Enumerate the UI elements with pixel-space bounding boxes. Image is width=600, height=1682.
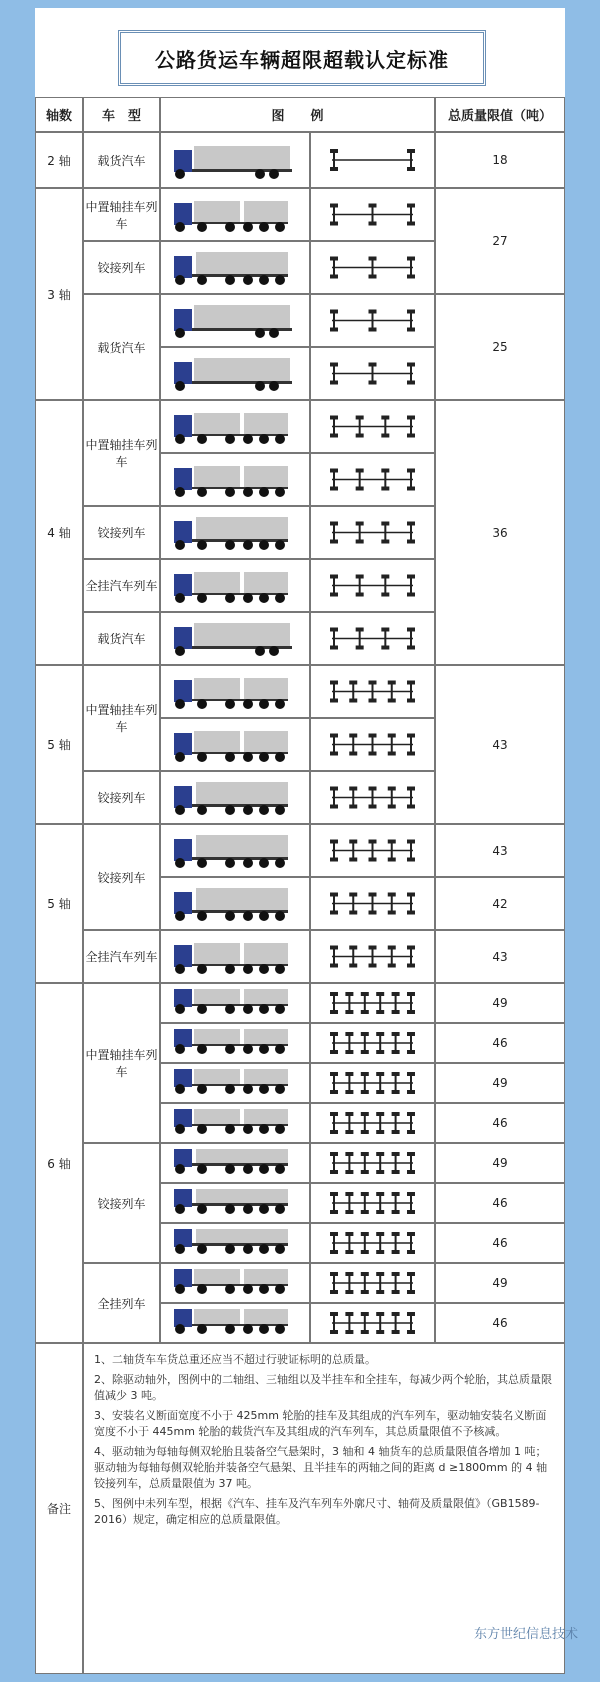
note-item: 2、除驱动轴外，图例中的二轴组、三轴组以及半挂车和全挂车，每减少两个轮胎，其总质量限值减少 3 吨。	[94, 1373, 552, 1402]
vehicle-type-cell: 铰接列车	[83, 771, 160, 824]
weight-limit-cell: 46	[435, 1223, 565, 1263]
weight-limit-cell: 43	[435, 930, 565, 983]
axle-diagram-icon	[316, 1187, 429, 1219]
weight-limit-cell: 42	[435, 877, 565, 930]
axle-diagram-icon	[316, 1227, 429, 1259]
axle-diagram-icon	[316, 404, 429, 449]
truck-illustration-icon	[168, 1069, 300, 1099]
vehicle-type-cell: 全挂汽车列车	[83, 559, 160, 612]
truck-illustration-icon	[168, 936, 300, 979]
weight-limit-cell: 46	[435, 1103, 565, 1143]
weight-limit-cell: 49	[435, 983, 565, 1023]
vehicle-type-cell: 全挂列车	[83, 1263, 160, 1343]
notes-label: 备注	[35, 1343, 83, 1674]
vehicle-type-cell: 载货汽车	[83, 612, 160, 665]
axle-diagram-icon	[316, 563, 429, 608]
truck-illustration-icon	[168, 1029, 300, 1059]
axle-diagram-icon	[316, 934, 429, 979]
axle-diagram-icon	[316, 1107, 429, 1139]
truck-illustration-icon	[168, 565, 300, 608]
truck-illustration-icon	[168, 1229, 300, 1259]
weight-limit-cell: 46	[435, 1183, 565, 1223]
truck-illustration-icon	[168, 406, 300, 449]
weight-limit-cell: 49	[435, 1263, 565, 1303]
truck-illustration-icon	[168, 618, 300, 661]
vehicle-type-cell: 载货汽车	[83, 294, 160, 400]
truck-illustration-icon	[168, 883, 300, 926]
truck-illustration-icon	[168, 724, 300, 767]
truck-illustration-icon	[168, 830, 300, 873]
vehicle-type-cell: 中置轴挂车列车	[83, 400, 160, 506]
axle-diagram-icon	[316, 510, 429, 555]
axle-diagram-icon	[316, 722, 429, 767]
axle-diagram-icon	[316, 828, 429, 873]
truck-illustration-icon	[168, 353, 300, 396]
axle-count-cell: 4 轴	[35, 400, 83, 665]
truck-illustration-icon	[168, 459, 300, 502]
vehicle-type-cell: 中置轴挂车列车	[83, 665, 160, 771]
axle-diagram-icon	[316, 775, 429, 820]
truck-illustration-icon	[168, 777, 300, 820]
axle-diagram-icon	[316, 192, 429, 237]
vehicle-type-cell: 铰接列车	[83, 241, 160, 294]
truck-illustration-icon	[168, 1109, 300, 1139]
axle-diagram-icon	[316, 1147, 429, 1179]
truck-illustration-icon	[168, 194, 300, 237]
truck-illustration-icon	[168, 1149, 300, 1179]
truck-illustration-icon	[168, 300, 300, 343]
vehicle-type-cell: 中置轴挂车列车	[83, 983, 160, 1143]
vehicle-type-cell: 全挂汽车列车	[83, 930, 160, 983]
axle-diagram-icon	[316, 616, 429, 661]
vehicle-type-cell: 铰接列车	[83, 824, 160, 930]
note-item: 4、驱动轴为每轴每侧双轮胎且装备空气悬架时，3 轴和 4 轴货车的总质量限值各增加 1 吨；驱动轴为每轴每侧双轮胎并装备空气悬架、且半挂车的两轴之间的距离 d ≥1800mm 的 4 轴铰接列车，总质量限值为 37 吨。	[94, 1445, 548, 1490]
axle-diagram-icon	[316, 1307, 429, 1339]
note-item: 1、二轴货车车货总重还应当不超过行驶证标明的总质量。	[94, 1353, 376, 1366]
truck-illustration-icon	[168, 138, 300, 184]
weight-limit-cell: 25	[435, 294, 565, 400]
truck-illustration-icon	[168, 989, 300, 1019]
axle-count-cell: 2 轴	[35, 132, 83, 188]
weight-limit-cell: 46	[435, 1303, 565, 1343]
axle-diagram-icon	[316, 245, 429, 290]
axle-count-cell: 3 轴	[35, 188, 83, 400]
truck-illustration-icon	[168, 1189, 300, 1219]
axle-count-cell: 6 轴	[35, 983, 83, 1343]
axle-diagram-icon	[316, 881, 429, 926]
note-item: 5、图例中未列车型，根据《汽车、挂车及汽车列车外廓尺寸、轴荷及质量限值》（GB1589-2016）规定，确定相应的总质量限值。	[94, 1497, 540, 1526]
header-limit: 总质量限值（吨）	[435, 97, 565, 132]
axle-count-cell: 5 轴	[35, 665, 83, 824]
truck-illustration-icon	[168, 512, 300, 555]
page-title: 公路货运车辆超限超载认定标准	[118, 30, 486, 86]
axle-diagram-icon	[316, 1067, 429, 1099]
axle-diagram-icon	[316, 351, 429, 396]
weight-limit-cell: 43	[435, 824, 565, 877]
weight-limit-cell: 18	[435, 132, 565, 188]
vehicle-type-cell: 铰接列车	[83, 1143, 160, 1263]
weight-limit-cell: 43	[435, 665, 565, 824]
axle-count-cell: 5 轴	[35, 824, 83, 983]
weight-limit-cell: 49	[435, 1143, 565, 1183]
axle-diagram-icon	[316, 457, 429, 502]
header-type: 车 型	[83, 97, 160, 132]
weight-limit-cell: 36	[435, 400, 565, 665]
axle-diagram-icon	[316, 136, 429, 184]
truck-illustration-icon	[168, 671, 300, 714]
axle-diagram-icon	[316, 987, 429, 1019]
axle-diagram-icon	[316, 1027, 429, 1059]
truck-illustration-icon	[168, 1269, 300, 1299]
axle-diagram-icon	[316, 298, 429, 343]
header-axle: 轴数	[35, 97, 83, 132]
axle-diagram-icon	[316, 1267, 429, 1299]
axle-diagram-icon	[316, 669, 429, 714]
truck-illustration-icon	[168, 1309, 300, 1339]
weight-limit-cell: 46	[435, 1023, 565, 1063]
source-watermark: 东方世纪信息技术	[473, 1627, 578, 1642]
truck-illustration-icon	[168, 247, 300, 290]
vehicle-type-cell: 中置轴挂车列车	[83, 188, 160, 241]
header-diagram: 图 例	[160, 97, 435, 132]
note-item: 3、安装名义断面宽度不小于 425mm 轮胎的挂车及其组成的汽车列车，驱动轴安装名义断面宽度不小于 445mm 轮胎的载货汽车及其组成的汽车列车，其总质量限值不予核减。	[94, 1409, 547, 1438]
weight-limit-cell: 49	[435, 1063, 565, 1103]
vehicle-type-cell: 铰接列车	[83, 506, 160, 559]
vehicle-type-cell: 载货汽车	[83, 132, 160, 188]
weight-limit-cell: 27	[435, 188, 565, 294]
